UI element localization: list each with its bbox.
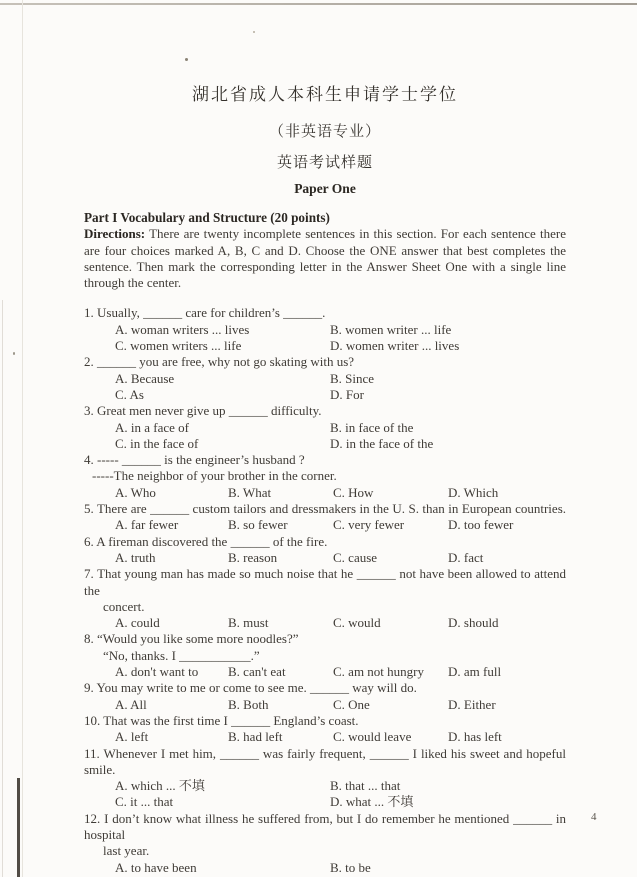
option: C. As (115, 386, 144, 402)
part-heading: Part I Vocabulary and Structure (20 points) (84, 210, 330, 225)
question (84, 501, 566, 534)
question-text: Great men never give up ______ difficulty. (97, 403, 322, 419)
document-title-line2: （非英语专业） (268, 124, 381, 140)
option: D. what ... 不填 (330, 794, 414, 810)
options-row (115, 322, 566, 338)
question-number: 2. (84, 354, 97, 370)
options-row (115, 485, 566, 501)
question-text: Usually, ______ care for children’s ______. (97, 305, 326, 321)
question (84, 354, 566, 403)
option: D. Which (448, 484, 499, 500)
option: D. has left (448, 729, 502, 745)
question-text: That young man has made so much noise that he ______ not have been allowed to attend the (84, 566, 566, 598)
question (84, 566, 566, 631)
option: B. Both (228, 696, 269, 712)
option: B. had left (228, 729, 283, 745)
option: A. woman writers ... lives (115, 321, 250, 337)
question-text-continued: -----The neighbor of your brother in the corner. (92, 468, 337, 484)
options-row (115, 794, 566, 810)
question-number: 11. (84, 745, 104, 761)
option: C. am not hungry (333, 664, 424, 680)
question-text: ----- ______ is the engineer’s husband ? (97, 452, 305, 468)
options-row (115, 387, 566, 403)
question-number: 1. (84, 305, 97, 321)
options-row (115, 550, 566, 566)
option: A. could (115, 615, 160, 631)
option: C. women writers ... life (115, 338, 242, 354)
option: B. Since (330, 370, 375, 386)
option: C. it ... that (115, 794, 174, 810)
question-number: 9. (84, 680, 97, 696)
scan-left-shadow-artifact (2, 300, 3, 877)
question-text: You may write to me or come to see me. ______ way will do. (96, 680, 417, 696)
question (84, 403, 566, 452)
options-row (115, 729, 566, 745)
scan-corner-artifact (17, 778, 20, 877)
question-number: 3. (84, 403, 97, 419)
option: A. left (115, 729, 149, 745)
options-row (115, 697, 566, 713)
option: B. must (228, 615, 269, 631)
question-number: 12. (84, 810, 105, 826)
option: D. too fewer (448, 517, 514, 533)
option: B. that ... that (330, 778, 401, 794)
document-title-line3: 英语考试样题 (276, 155, 373, 171)
question-text: That was the first time I ______ England’s coast. (103, 712, 359, 728)
options-row (115, 436, 566, 452)
question-text-continued: “No, thanks. I ___________.” (103, 647, 260, 663)
question-text: “Would you like some more noodles?” (97, 631, 299, 647)
option: B. What (228, 484, 272, 500)
option: C. would (333, 615, 381, 631)
question-text: I don’t know what illness he suffered from, but I do remember he mentioned ______ in hospital (84, 810, 567, 842)
option: A. Because (115, 370, 175, 386)
questions (84, 305, 566, 875)
option: B. women writer ... life (330, 321, 452, 337)
option: B. reason (228, 549, 278, 565)
option: C. How (333, 484, 374, 500)
options-row (115, 778, 566, 794)
option: A. Who (115, 484, 156, 500)
option: B. in face of the (330, 419, 414, 435)
directions-text: There are twenty incomplete sentences in this section. For each sentence there are four choices marked A, B, C and D. Choose the ONE answer that best completes the sentence. Then mark the corresponding letter in the Answer Sheet One with a single line through the center. (84, 226, 566, 291)
paper-one-heading: Paper One (294, 181, 356, 196)
option: D. For (330, 386, 364, 402)
option: D. Either (448, 696, 496, 712)
document-title-line1: 湖北省成人本科生申请学士学位 (192, 85, 458, 104)
question (84, 305, 566, 354)
options-row (115, 517, 566, 533)
option: A. don't want to (115, 664, 199, 680)
document-content (84, 0, 566, 876)
option: A. far fewer (115, 517, 179, 533)
options-row (115, 860, 566, 876)
question (84, 452, 566, 501)
option: D. in the face of the (330, 435, 434, 451)
options-row (115, 615, 566, 631)
question (84, 631, 566, 680)
option: D. fact (448, 549, 484, 565)
option: A. to have been (115, 859, 197, 875)
option: D. women writer ... lives (330, 338, 460, 354)
question (84, 680, 566, 713)
option: C. in the face of (115, 435, 199, 451)
question-number: 5. (84, 501, 97, 517)
question-text: There are ______ custom tailors and dressmakers in the U. S. than in European countries. (96, 501, 567, 517)
options-row (115, 371, 566, 387)
question-text: Whenever I met him, ______ was fairly frequent, ______ I liked his sweet and hopeful smile. (84, 745, 566, 777)
option: C. One (333, 696, 370, 712)
options-row (115, 664, 566, 680)
option: C. very fewer (333, 517, 405, 533)
option: B. so fewer (228, 517, 288, 533)
question-number: 7. (84, 566, 98, 582)
question-number: 6. (84, 533, 97, 549)
option: B. to be (330, 859, 371, 875)
directions-label: Directions: (84, 226, 146, 242)
question (84, 534, 566, 567)
scan-dust-speck (13, 352, 15, 355)
question-number: 10. (84, 712, 104, 728)
options-row (115, 420, 566, 436)
question (84, 746, 566, 811)
question-text: A fireman discovered the ______ of the fire. (96, 533, 328, 549)
scan-left-edge-artifact (22, 0, 23, 877)
question-text-continued: last year. (103, 843, 150, 859)
option: D. am full (448, 664, 502, 680)
option: A. in a face of (115, 419, 189, 435)
question-number: 8. (84, 631, 97, 647)
option: A. which ... 不填 (115, 778, 205, 794)
question-text-continued: concert. (103, 598, 145, 614)
question (84, 811, 566, 876)
options-row (115, 338, 566, 354)
option: C. cause (333, 549, 378, 565)
option: A. truth (115, 549, 156, 565)
question (84, 713, 566, 746)
directions-paragraph (84, 226, 566, 291)
option: D. should (448, 615, 499, 631)
option: B. can't eat (228, 664, 286, 680)
option: A. All (115, 696, 147, 712)
option: C. would leave (333, 729, 412, 745)
question-text: ______ you are free, why not go skating with us? (97, 354, 355, 370)
page-number: 4 (591, 811, 597, 823)
question-number: 4. (84, 452, 97, 468)
